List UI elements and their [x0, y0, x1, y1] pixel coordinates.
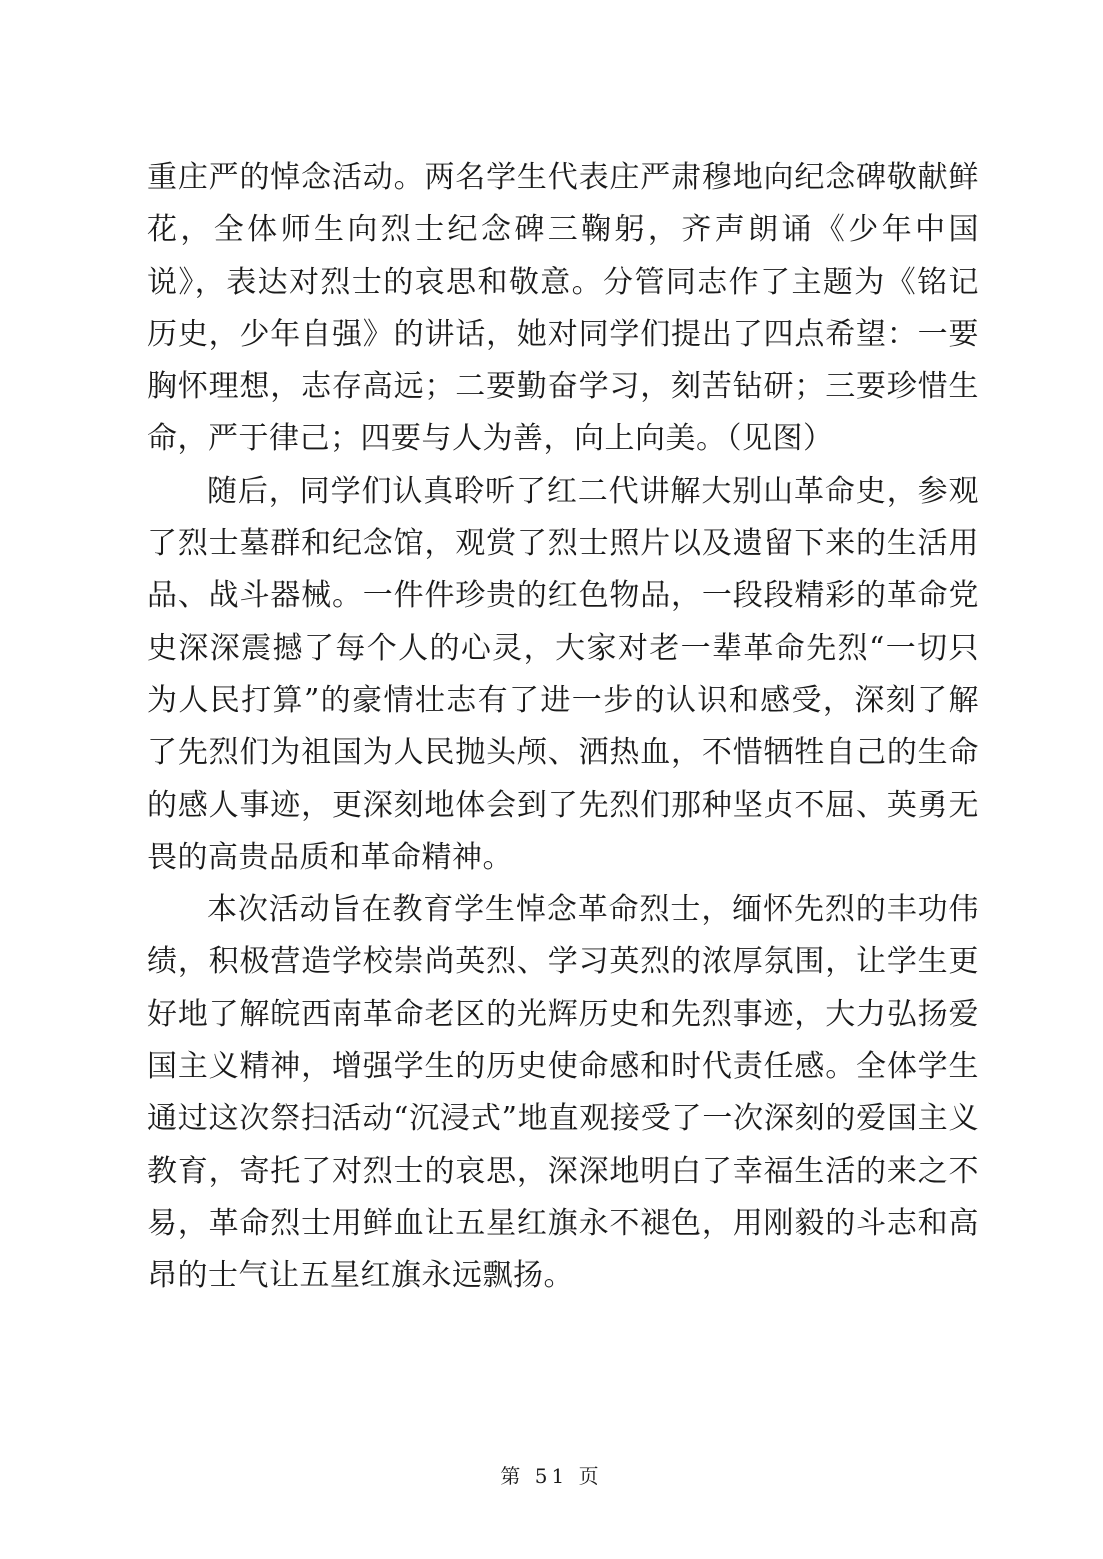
paragraph-memorial-activity: 重庄严的悼念活动。两名学生代表庄严肃穆地向纪念碑敬献鲜花，全体师生向烈士纪念碑三鞠躬，齐声朗诵《少年中国说》，表达对烈士的哀思和敬意。分管同志作了主题为《铭记历史，少年自强》的讲话，她对同学们提出了四点希望：一要胸怀理想，志存高远；二要勤奋学习，刻苦钻研；三要珍惜生命，严于律己；四要与人为善，向上向美。（见图） [147, 160, 979, 457]
body-text [147, 152, 979, 1303]
page-number: 第 51 页 [500, 1464, 603, 1488]
paragraph-activity-purpose: 本次活动旨在教育学生悼念革命烈士，缅怀先烈的丰功伟绩，积极营造学校崇尚英烈、学习英烈的浓厚氛围，让学生更好地了解皖西南革命老区的光辉历史和先烈事迹，大力弘扬爱国主义精神，增强学生的历史使命感和时代责任感。全体学生通过这次祭扫活动“沉浸式”地直观接受了一次深刻的爱国主义教育，寄托了对烈士的哀思，深深地明白了幸福生活的来之不易，革命烈士用鲜血让五星红旗永不褪色，用刚毅的斗志和高昂的士气让五星红旗永远飘扬。 [147, 892, 979, 1294]
paragraph-visit-museum: 随后，同学们认真聆听了红二代讲解大别山革命史，参观了烈士墓群和纪念馆，观赏了烈士照片以及遗留下来的生活用品、战斗器械。一件件珍贵的红色物品，一段段精彩的革命党史深深震撼了每个人的心灵，大家对老一辈革命先烈“一切只为人民打算”的豪情壮志有了进一步的认识和感受，深刻了解了先烈们为祖国为人民抛头颅、洒热血，不惜牺牲自己的生命的感人事迹，更深刻地体会到了先烈们那种坚贞不屈、英勇无畏的高贵品质和革命精神。 [147, 473, 979, 875]
